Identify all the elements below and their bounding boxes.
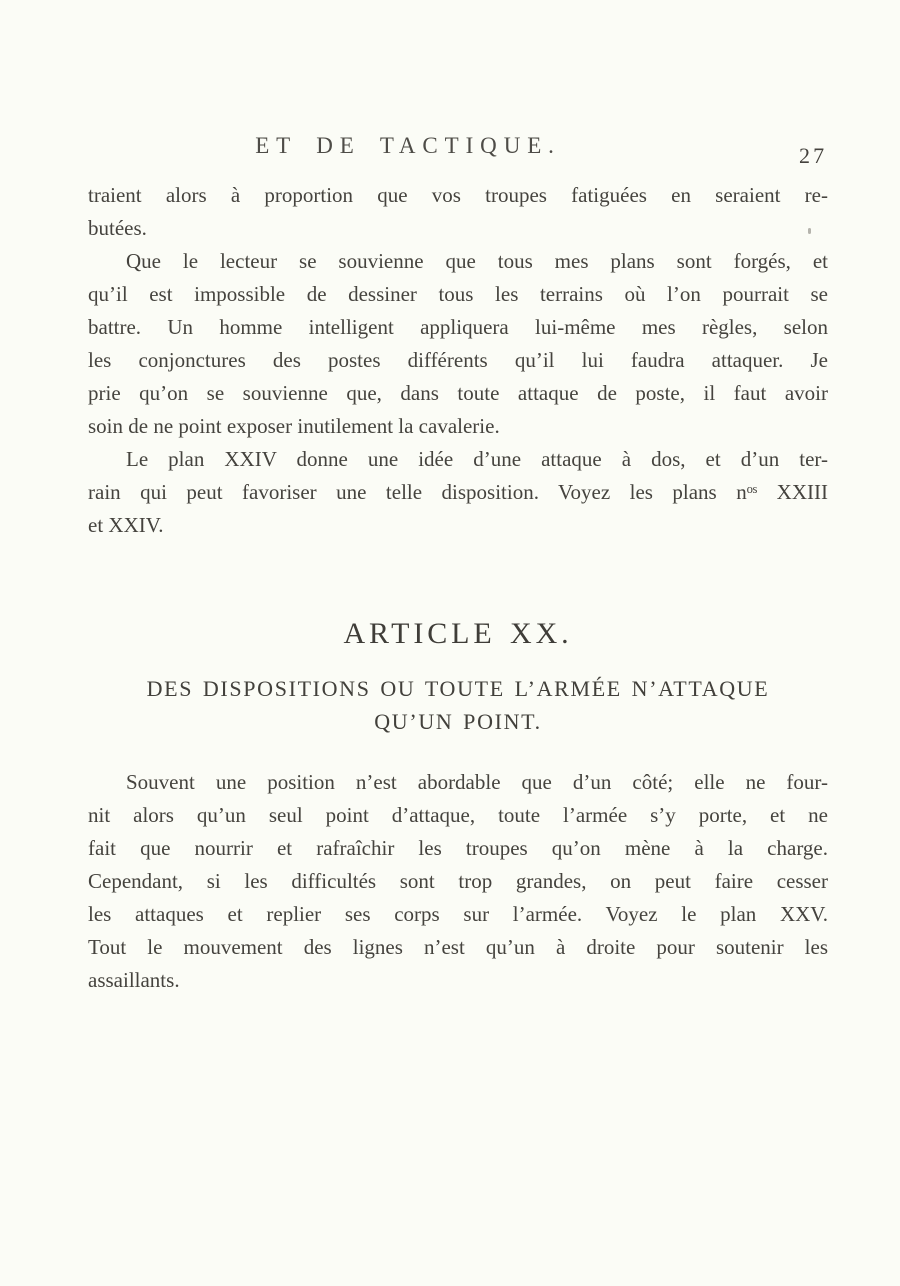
text-line: battre. Un homme intelligent appliquera lui-même mes règles, selon — [88, 315, 828, 339]
text-line: qu’il est impossible de dessiner tous les terrains où l’on pourrait se — [88, 282, 828, 306]
paragraph — [88, 245, 828, 443]
text-line: traient alors à proportion que vos troupes fatiguées en seraient re- — [88, 183, 828, 207]
running-title: ET DE TACTIQUE. — [255, 133, 561, 158]
text-line: Souvent une position n’est abordable que d’un côté; elle ne four- — [126, 770, 828, 794]
text-line: soin de ne point exposer inutilement la cavalerie. — [88, 414, 500, 438]
paragraph — [88, 766, 828, 997]
text-line: fait que nourrir et rafraîchir les troupes qu’on mène à la charge. — [88, 836, 828, 860]
text-line: les attaques et replier ses corps sur l’armée. Voyez le plan XXV. — [88, 902, 828, 926]
text-line: Tout le mouvement des lignes n’est qu’un à droite pour soutenir les — [88, 935, 828, 959]
page-number: 27 — [799, 143, 828, 168]
text-line: prie qu’on se souvienne que, dans toute attaque de poste, il faut avoir — [88, 381, 828, 405]
text-line: assaillants. — [88, 968, 180, 992]
article-subtitle — [82, 672, 834, 738]
text-line: et XXIV. — [88, 513, 164, 537]
body-section-top — [88, 179, 828, 542]
body-section-bottom — [88, 766, 828, 997]
article-subtitle-line: DES DISPOSITIONS OU TOUTE L’ARMÉE N’ATTAQUE — [146, 676, 770, 701]
text-line: nit alors qu’un seul point d’attaque, toute l’armée s’y porte, et ne — [88, 803, 828, 827]
paragraph — [88, 443, 828, 542]
article-title: ARTICLE XX. — [343, 617, 573, 650]
text-line: Que le lecteur se souvienne que tous mes plans sont forgés, et — [126, 249, 828, 273]
text-line: Cependant, si les difficultés sont trop grandes, on peut faire cesser — [88, 869, 828, 893]
scan-speck — [808, 228, 811, 234]
text-line: rain qui peut favoriser une telle disposition. Voyez les plans nᵒˢ XXIII — [88, 480, 828, 504]
text-line: Le plan XXIV donne une idée d’une attaque à dos, et d’un ter- — [126, 447, 828, 471]
article-subtitle-line: QU’UN POINT. — [374, 709, 542, 734]
paragraph — [88, 179, 828, 245]
text-line: les conjonctures des postes différents qu’il lui faudra attaquer. Je — [88, 348, 828, 372]
text-line: butées. — [88, 216, 147, 240]
